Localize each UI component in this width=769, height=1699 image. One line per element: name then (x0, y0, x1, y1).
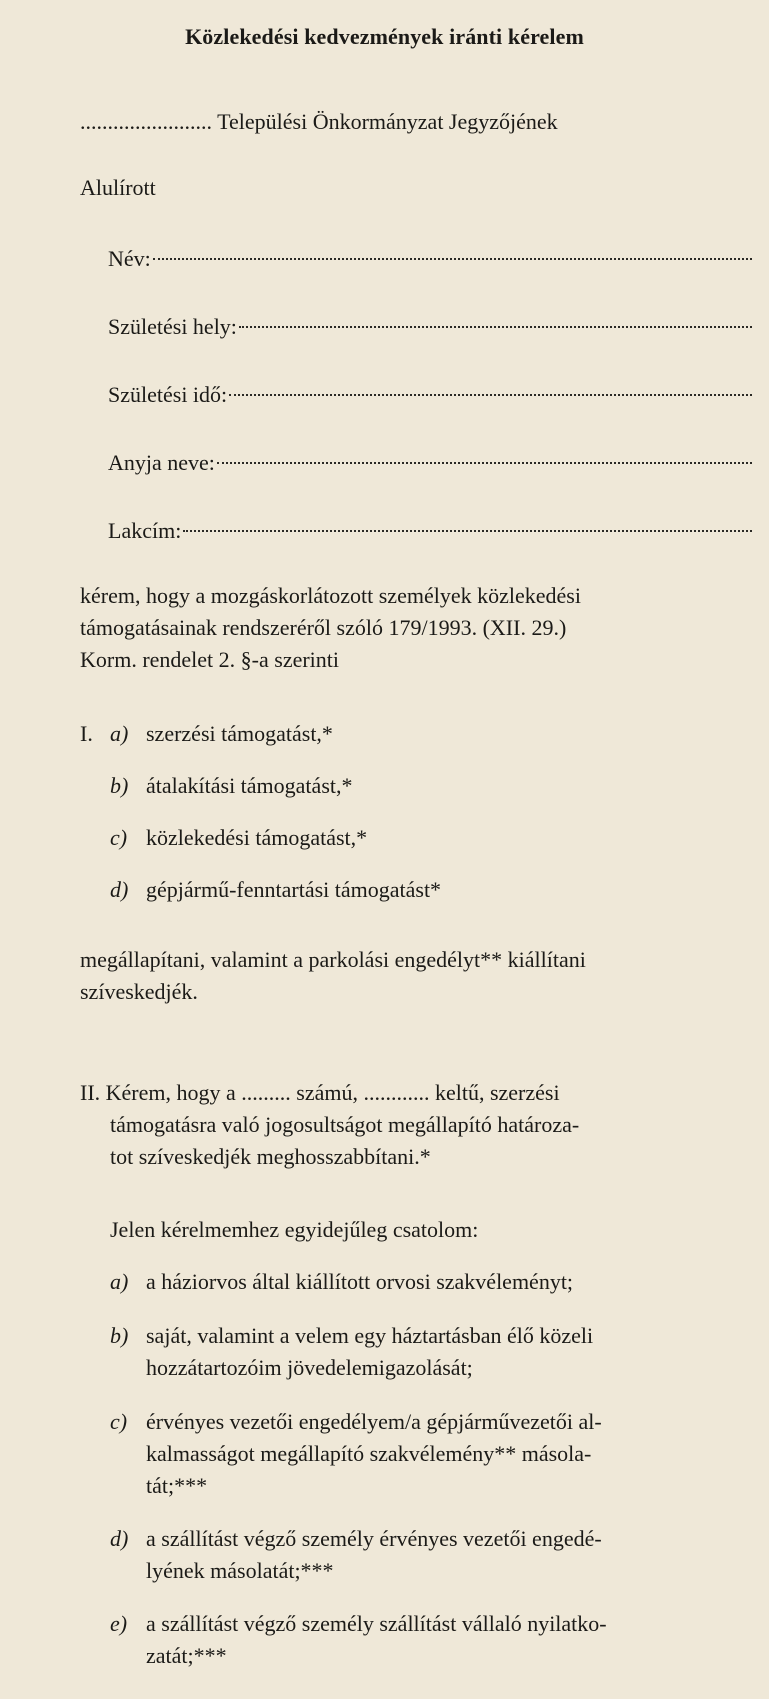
field-address-line[interactable] (183, 530, 752, 532)
item-text: zatát;*** (146, 1643, 227, 1668)
item-text: a szállítást végző személy szállítást vállaló nyilatko- (146, 1611, 607, 1636)
item-label: a) (110, 1269, 129, 1294)
item-text: közlekedési támogatást,* (146, 825, 368, 850)
list-item (110, 822, 367, 854)
list-item (110, 1608, 758, 1672)
addressee-line (80, 106, 558, 138)
section-two-line: tot szíveskedjék meghosszabbítani.* (110, 1144, 431, 1169)
item-text: a szállítást végző személy érvényes vezetői engedé- (146, 1526, 602, 1551)
closing-line: szíveskedjék. (80, 979, 198, 1004)
field-birthplace (108, 311, 752, 343)
attachment-intro: Jelen kérelmemhez egyidejűleg csatolom: (110, 1217, 479, 1242)
item-label: d) (110, 877, 129, 902)
request-line: kérem, hogy a mozgáskorlátozott személyek közlekedési (80, 583, 581, 608)
item-text: a háziorvos által kiállított orvosi szakvéleményt; (146, 1269, 574, 1294)
item-label: b) (110, 773, 129, 798)
item-text: tát;*** (146, 1473, 208, 1498)
list-item (110, 770, 353, 802)
field-birthplace-line[interactable] (239, 326, 752, 328)
field-mother-name (108, 447, 752, 479)
closing-paragraph (80, 944, 758, 1008)
list-item (110, 718, 333, 750)
item-text: saját, valamint a velem egy háztartásban élő közeli (146, 1323, 594, 1348)
section-two-paragraph (80, 1077, 758, 1173)
request-line: támogatásainak rendszeréről szóló 179/1993. (XII. 29.) (80, 615, 567, 640)
list-item (110, 1266, 758, 1298)
item-label: b) (110, 1323, 129, 1348)
list-item (110, 1320, 758, 1384)
field-mother-name-line[interactable] (217, 462, 752, 464)
item-label: c) (110, 1409, 128, 1434)
intro-text: Alulírott (80, 175, 156, 200)
section-one-numeral: I. (80, 721, 93, 746)
item-label: a) (110, 721, 129, 746)
addressee-text: Települési Önkormányzat Jegyzőjének (217, 109, 558, 134)
list-item (110, 874, 441, 906)
field-address (108, 515, 752, 547)
item-text: kalmasságot megállapító szakvélemény** másola- (146, 1441, 592, 1466)
item-text: átalakítási támogatást,* (146, 773, 353, 798)
closing-line: megállapítani, valamint a parkolási engedélyt** kiállítani (80, 947, 586, 972)
item-text: gépjármű-fenntartási támogatást* (146, 877, 442, 902)
field-address-label: Lakcím: (108, 518, 182, 543)
item-text: érvényes vezetői engedélyem/a gépjárművezetői al- (146, 1409, 602, 1434)
field-birthdate-label: Születési idő: (108, 382, 228, 407)
item-text: hozzátartozóim jövedelemigazolását; (146, 1355, 473, 1380)
document-title: Közlekedési kedvezmények iránti kérelem (185, 24, 584, 49)
section-two-line: támogatásra való jogosultságot megállapító határoza- (110, 1112, 580, 1137)
field-name (108, 243, 752, 275)
list-item (110, 1523, 758, 1587)
item-label: e) (110, 1611, 128, 1636)
field-birthdate-line[interactable] (229, 394, 752, 396)
addressee-dots: ........................ (80, 109, 212, 134)
field-name-line[interactable] (153, 258, 752, 260)
section-two-line: II. Kérem, hogy a ......... számú, ............ keltű, szerzési (80, 1080, 560, 1105)
request-line: Korm. rendelet 2. §-a szerinti (80, 647, 340, 672)
request-paragraph (80, 580, 758, 676)
field-mother-name-label: Anyja neve: (108, 450, 215, 475)
item-text: lyének másolatát;*** (146, 1558, 334, 1583)
list-item (110, 1406, 758, 1502)
field-birthplace-label: Születési hely: (108, 314, 237, 339)
item-text: szerzési támogatást,* (146, 721, 333, 746)
field-birthdate (108, 379, 752, 411)
item-label: c) (110, 825, 128, 850)
field-name-label: Név: (108, 246, 151, 271)
item-label: d) (110, 1526, 129, 1551)
